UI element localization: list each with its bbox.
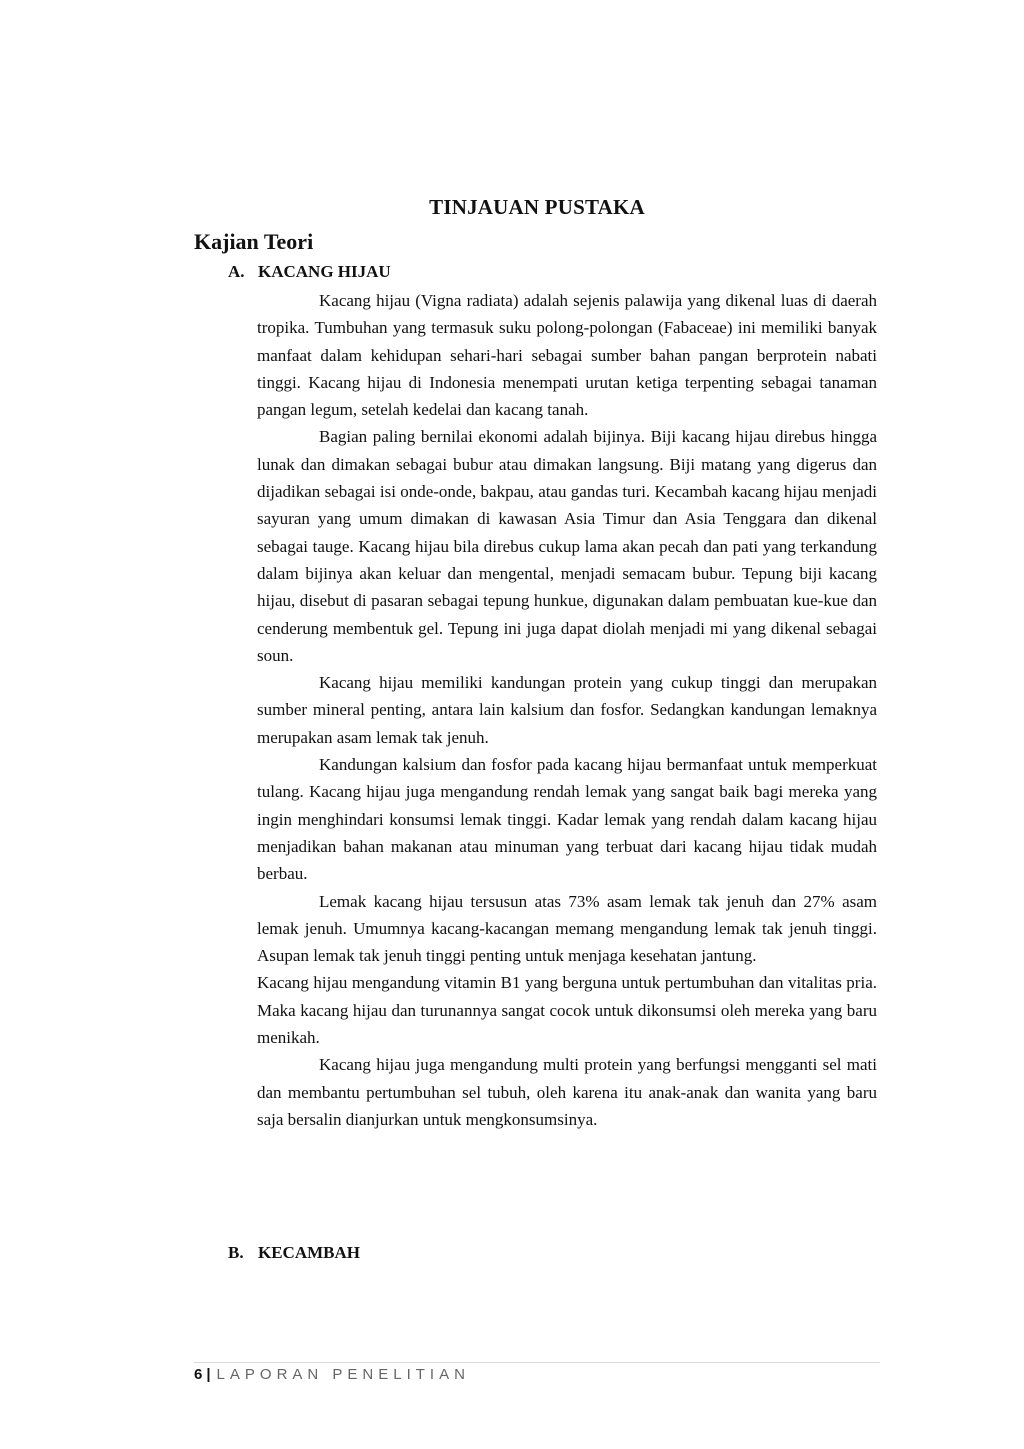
subsection-a-title: KACANG HIJAU	[258, 262, 391, 281]
page-number: 6	[194, 1366, 203, 1383]
paragraph-1: Kacang hijau (Vigna radiata) adalah sejenis palawija yang dikenal luas di daerah tropika. Tumbuhan yang termasuk suku polong-polongan (Fabaceae) ini memiliki banyak manfaat dalam kehidupan sehari-hari sebagai sumber bahan pangan berprotein nabati tinggi. Kacang hijau di Indonesia menempati urutan ketiga terpenting sebagai tanaman pangan legum, setelah kedelai dan kacang tanah.	[257, 291, 877, 420]
footer-doc-title: LAPORAN PENELITIAN	[216, 1366, 470, 1383]
footer-separator: |	[206, 1366, 211, 1383]
section-title: Kajian Teori	[194, 229, 314, 254]
chapter-title: TINJAUAN PUSTAKA	[429, 195, 645, 219]
paragraph-6: Kacang hijau mengandung vitamin B1 yang berguna untuk pertumbuhan dan vitalitas pria. Maka kacang hijau dan turunannya sangat cocok untuk dikonsumsi oleh mereka yang baru menikah.	[257, 973, 877, 1048]
subsection-a-heading	[228, 262, 391, 282]
subsection-b-number: B.	[228, 1243, 244, 1262]
footer-divider	[194, 1362, 880, 1363]
subsection-b-heading	[228, 1243, 360, 1263]
paragraph-5: Lemak kacang hijau tersusun atas 73% asam lemak tak jenuh dan 27% asam lemak jenuh. Umumnya kacang-kacangan memang mengandung lemak tak jenuh tinggi. Asupan lemak tak jenuh tinggi penting untuk menjaga kesehatan jantung.	[257, 891, 877, 966]
paragraph-2: Bagian paling bernilai ekonomi adalah bijinya. Biji kacang hijau direbus hingga lunak dan dimakan sebagai bubur atau dimakan langsung. Biji matang yang digerus dan dijadikan sebagai isi onde-onde, bakpau, atau gandas turi. Kecambah kacang hijau menjadi sayuran yang umum dimakan di kawasan Asia Timur dan Asia Tenggara dan dikenal sebagai tauge. Kacang hijau bila direbus cukup lama akan pecah dan pati yang terkandung dalam bijinya akan keluar dan mengental, menjadi semacam bubur. Tepung biji kacang hijau, disebut di pasaran sebagai tepung hunkue, digunakan dalam pembuatan kue-kue dan cenderung membentuk gel. Tepung ini juga dapat diolah menjadi mi yang dikenal sebagai soun.	[257, 427, 877, 665]
paragraph-4: Kandungan kalsium dan fosfor pada kacang hijau bermanfaat untuk memperkuat tulang. Kacang hijau juga mengandung rendah lemak yang sangat baik bagi mereka yang ingin menghindari konsumsi lemak tinggi. Kadar lemak yang rendah dalam kacang hijau menjadikan bahan makanan atau minuman yang terbuat dari kacang hijau tidak mudah berbau.	[257, 755, 877, 884]
subsection-b-title: KECAMBAH	[258, 1243, 360, 1262]
body-text	[257, 287, 877, 1133]
paragraph-3: Kacang hijau memiliki kandungan protein yang cukup tinggi dan merupakan sumber mineral penting, antara lain kalsium dan fosfor. Sedangkan kandungan lemaknya merupakan asam lemak tak jenuh.	[257, 673, 877, 747]
subsection-a-number: A.	[228, 262, 245, 281]
page-footer	[194, 1366, 470, 1383]
paragraph-7: Kacang hijau juga mengandung multi protein yang berfungsi mengganti sel mati dan membantu pertumbuhan sel tubuh, oleh karena itu anak-anak dan wanita yang baru saja bersalin dianjurkan untuk mengkonsumsinya.	[257, 1055, 877, 1129]
